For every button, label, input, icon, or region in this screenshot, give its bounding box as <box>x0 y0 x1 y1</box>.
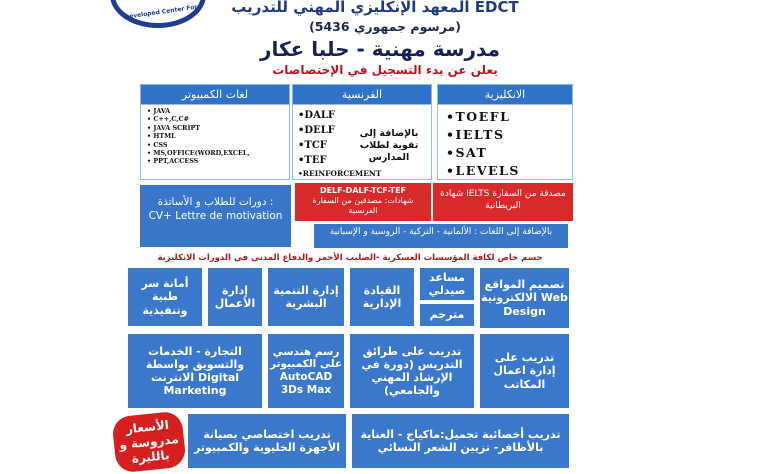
specialty-teaching-methods: تدريب على طرائق التدريس (دورة في الإرشاد المهني والجامعي) <box>348 332 476 410</box>
computer-languages-list <box>140 104 290 180</box>
specialty-device-maintenance: تدريب اختصاصي بصيانة الأجهزة الخليوية والكمبيوتر <box>186 412 348 470</box>
list-item: •DALF <box>298 110 335 121</box>
list-item: • PPT,ACCESS <box>147 157 199 166</box>
specialty-administrative-leadership: القيادة الإدارية <box>348 266 416 328</box>
specialty-autocad: رسم هندسي على الكمبيوتر AutoCAD 3Ds Max <box>266 332 346 410</box>
list-item: • HTML <box>147 132 176 141</box>
specialty-digital-marketing: التجارة - الخدمات والتسويق بواسطة الانترنت Digital Marketing <box>126 332 264 410</box>
list-item: • JAVA <box>147 107 171 115</box>
list-item: • C++,C,C# <box>147 115 189 124</box>
english-list <box>437 104 573 180</box>
english-header: الانكليزية <box>437 84 573 105</box>
institute-title: المعهد الإنكليزي المهني للتدريب EDCT <box>231 0 519 16</box>
decree-number: (مرسوم جمهوري 5436) <box>309 19 461 34</box>
list-item: •IELTS <box>446 127 505 142</box>
specialty-beauty-training: تدريب أخصائية تجميل:ماكياج - العناية بالأظافر- تزيين الشعر النسائي <box>350 412 571 470</box>
specialty-business-admin: إدارة الأعمال <box>206 266 264 328</box>
logo-text: Developed Center For <box>123 3 198 21</box>
specialty-medical-secretary: أمانة سر طبية وتنفيذية <box>126 266 204 328</box>
french-cert-text: شهادات: مصدقين من السفارة الفرنسية <box>312 196 414 215</box>
french-header: الفرنسية <box>292 84 432 105</box>
discount-notice: حسم خاص لكافة المؤسسات العسكرية -الصليب الأحمر والدفاع المدني في الدورات الانكليزية <box>157 253 543 263</box>
list-item: • CSS <box>147 140 168 149</box>
list-item: •TEF <box>298 155 327 166</box>
specialty-hr-development: إدارة التنمية البشرية <box>266 266 346 328</box>
list-item: •LEVELS <box>446 163 520 178</box>
list-item: •TOEFL <box>446 109 511 124</box>
computer-languages-header: لغات الكمبيوتر <box>140 84 290 105</box>
specialty-pharmacy-assistant: مساعد صيدلي <box>418 266 476 302</box>
list-item: • JAVA SCRIPT <box>147 123 201 132</box>
additional-languages-box: بالإضافة إلى اللغات : الألمانية - التركية - الروسية و الإسبانية <box>312 222 570 250</box>
specialty-translator: مترجم <box>418 302 476 328</box>
specialty-web-design: تصميم المواقع الالكترونية Web Design <box>478 266 571 330</box>
list-item: •DELF <box>298 125 335 136</box>
price-badge: الأسعار مدروسة و بالليرة <box>111 410 186 473</box>
french-certificates-box <box>295 183 431 221</box>
school-title: مدرسة مهنية - حلبا عكار <box>259 37 500 61</box>
list-item: •TCF <box>298 140 327 151</box>
french-note: بالإضافة إلى تقوية لطلاب المدارس <box>359 128 419 163</box>
list-item: •SAT <box>446 145 488 160</box>
specialty-office-management: تدريب على إدارة اعمال المكاتب <box>478 332 571 410</box>
list-item: • MS,OFFICE(WORD,EXCEL, <box>147 149 250 158</box>
list-item: •REINFORCEMENT <box>298 169 382 178</box>
courses-cv-box: دورات للطلاب و الأساتذة : CV+ Lettre de motivation <box>138 183 293 249</box>
ielts-certificate-box: شهادة IELTS مصدقة من السفارة البريطانية <box>433 183 573 221</box>
french-cert-codes: DELF-DALF-TCF-TEF <box>319 186 407 195</box>
registration-announcement: يعلن عن بدء التسجيل في الإختصاصات <box>272 63 498 77</box>
